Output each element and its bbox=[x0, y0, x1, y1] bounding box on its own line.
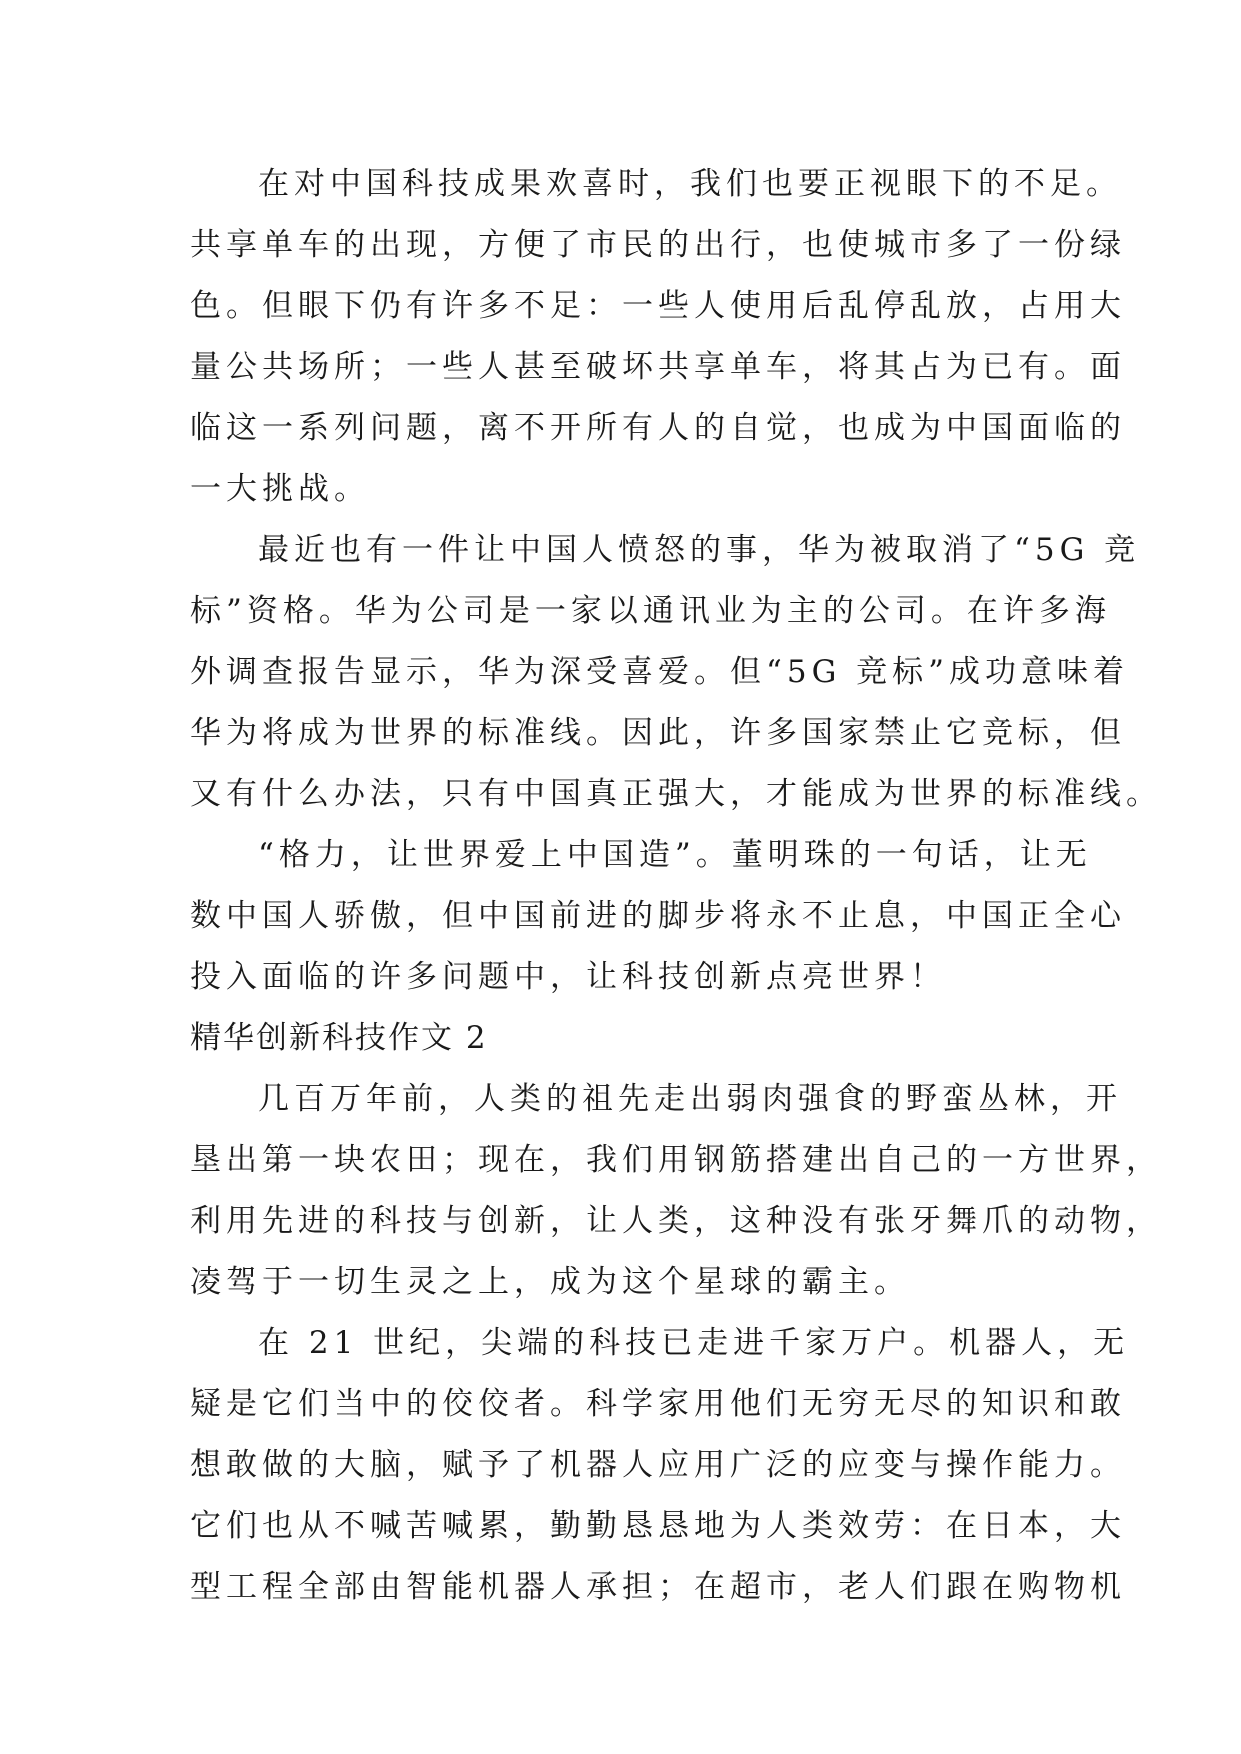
document-body bbox=[190, 154, 1162, 1618]
text-line: 利用先进的科技与创新，让人类，这种没有张牙舞爪的动物， bbox=[190, 1203, 1162, 1239]
text-line: 投入面临的许多问题中，让科技创新点亮世界！ bbox=[190, 959, 946, 995]
text-line: 在 21 世纪，尖端的科技已走进千家万户。机器人，无 bbox=[258, 1325, 1130, 1361]
text-line: 几百万年前，人类的祖先走出弱肉强食的野蛮丛林，开 bbox=[258, 1081, 1122, 1117]
text-line: “格力，让世界爱上中国造”。董明珠的一句话，让无 bbox=[258, 837, 1092, 873]
paragraph bbox=[190, 1313, 1130, 1618]
paragraph bbox=[190, 825, 1126, 1008]
text-line: 想敢做的大脑，赋予了机器人应用广泛的应变与操作能力。 bbox=[190, 1447, 1126, 1483]
text-line: 疑是它们当中的佼佼者。科学家用他们无穷无尽的知识和敢 bbox=[190, 1386, 1126, 1422]
paragraph bbox=[190, 520, 1162, 825]
text-line: 色。但眼下仍有许多不足：一些人使用后乱停乱放，占用大 bbox=[190, 288, 1126, 324]
text-line: 它们也从不喊苦喊累，勤勤恳恳地为人类效劳：在日本，大 bbox=[190, 1508, 1126, 1544]
text-line: 又有什么办法，只有中国真正强大，才能成为世界的标准线。 bbox=[190, 776, 1162, 812]
text-line: 最近也有一件让中国人愤怒的事，华为被取消了“5G 竞 bbox=[258, 532, 1141, 568]
text-line: 临这一系列问题，离不开所有人的自觉，也成为中国面临的 bbox=[190, 410, 1126, 446]
text-line: 数中国人骄傲，但中国前进的脚步将永不止息，中国正全心 bbox=[190, 898, 1126, 934]
text-line: 垦出第一块农田；现在，我们用钢筋搭建出自己的一方世界， bbox=[190, 1142, 1162, 1178]
text-line: 共享单车的出现，方便了市民的出行，也使城市多了一份绿 bbox=[190, 227, 1126, 263]
text-line: 一大挑战。 bbox=[190, 471, 370, 507]
text-line: 量公共场所；一些人甚至破坏共享单车，将其占为已有。面 bbox=[190, 349, 1126, 385]
text-line: 华为将成为世界的标准线。因此，许多国家禁止它竞标，但 bbox=[190, 715, 1126, 751]
text-line: 在对中国科技成果欢喜时，我们也要正视眼下的不足。 bbox=[258, 166, 1122, 202]
text-line: 标”资格。华为公司是一家以通讯业为主的公司。在许多海 bbox=[190, 593, 1111, 629]
paragraph bbox=[190, 1069, 1162, 1313]
text-line: 外调查报告显示，华为深受喜爱。但“5G 竞标”成功意味着 bbox=[190, 654, 1130, 690]
paragraph bbox=[190, 154, 1126, 520]
section-heading: 精华创新科技作文 2 bbox=[190, 1020, 488, 1056]
text-line: 凌驾于一切生灵之上，成为这个星球的霸主。 bbox=[190, 1264, 910, 1300]
text-line: 型工程全部由智能机器人承担；在超市，老人们跟在购物机 bbox=[190, 1569, 1126, 1605]
